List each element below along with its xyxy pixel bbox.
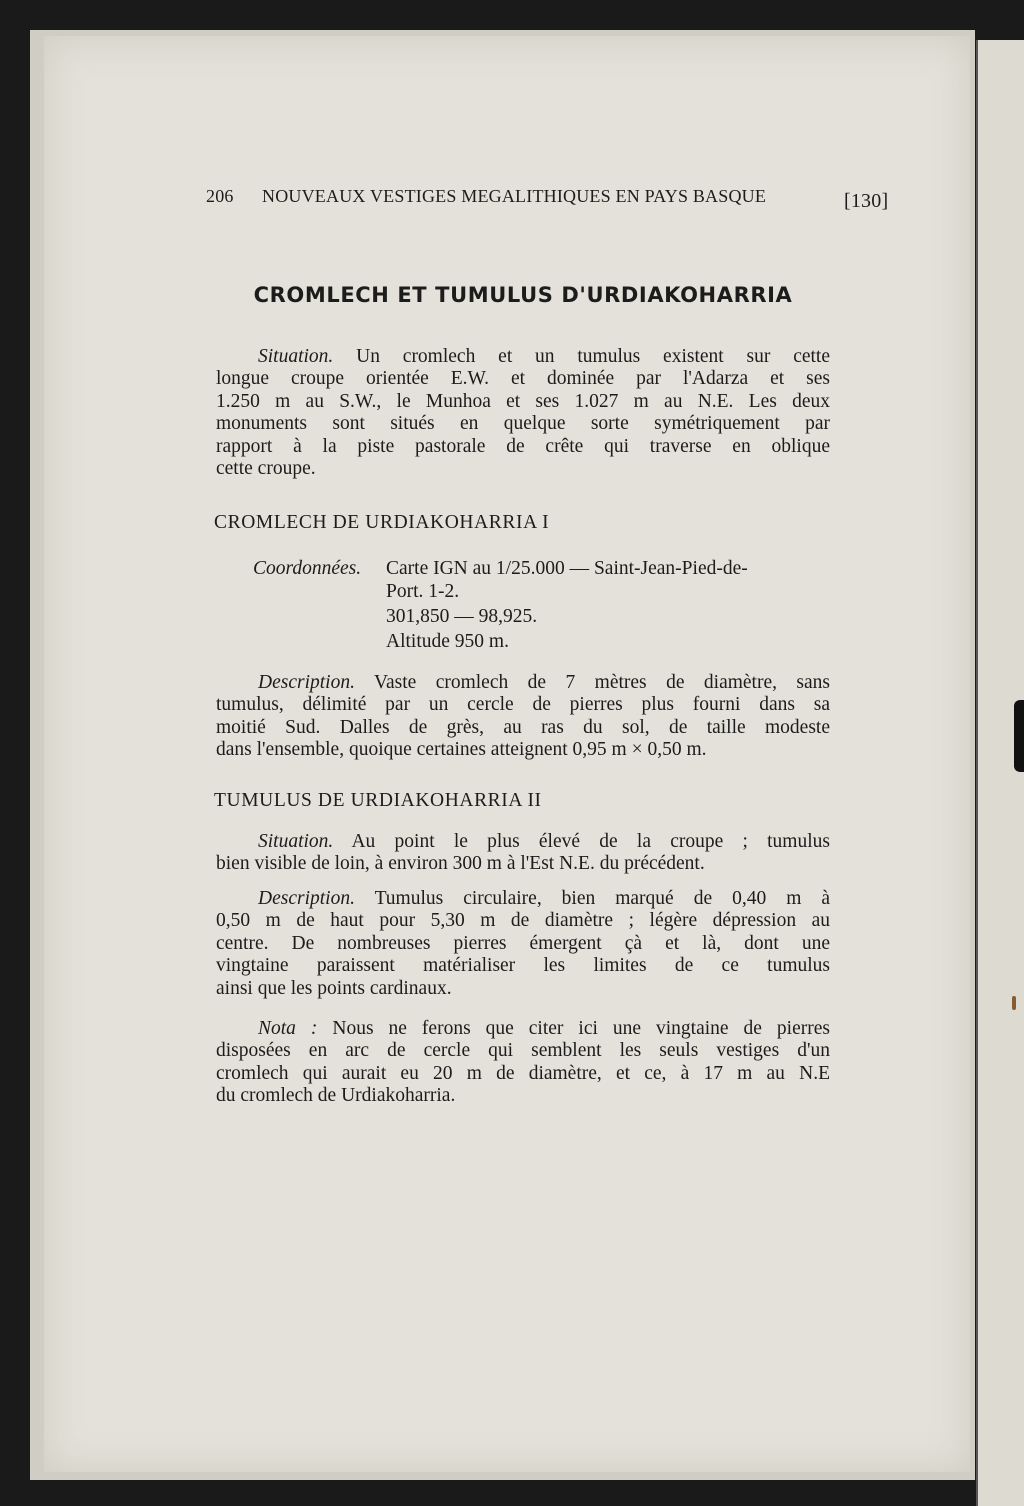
original-page-ref: [130] (844, 190, 889, 212)
text-line (216, 831, 830, 853)
text-line (216, 1018, 830, 1040)
section-heading-tumulus: TUMULUS DE URDIAKOHARRIA II (214, 790, 542, 811)
paragraph-lead: Description. (258, 888, 355, 909)
text-line: rapport à la piste pastorale de crête qui traverse en oblique (216, 435, 830, 457)
text-line: disposées en arc de cercle qui semblent les seuls vestiges d'un (216, 1040, 830, 1062)
paragraph-lead: Situation. (258, 346, 334, 367)
page-stain (1012, 996, 1016, 1010)
running-title: NOUVEAUX VESTIGES MEGALITHIQUES EN PAYS BASQUE (262, 186, 767, 206)
text-line: vingtaine paraissent matérialiser les limites de ce tumulus (216, 955, 830, 977)
line-text: Tumulus circulaire, bien marqué de 0,40 m à (354, 888, 830, 909)
text-line: dans l'ensemble, quoique certaines atteignent 0,95 m × 0,50 m. (216, 739, 707, 761)
text-line: du cromlech de Urdiakoharria. (216, 1085, 456, 1107)
text-line: moitié Sud. Dalles de grès, au ras du sol, de taille modeste (216, 716, 830, 738)
text-line: cromlech qui aurait eu 20 m de diamètre, et ce, à 17 m au N.E (216, 1062, 830, 1084)
text-line: 0,50 m de haut pour 5,30 m de diamètre ; légère dépression au (216, 910, 830, 932)
intro-paragraph (216, 346, 830, 480)
coordinates-line: Carte IGN au 1/25.000 — Saint-Jean-Pied-de- (386, 558, 748, 579)
tumulus-description (216, 888, 830, 1000)
coordinates-label: Coordonnées. (253, 558, 362, 579)
text-line: ainsi que les points cardinaux. (216, 977, 452, 999)
page-number: 206 (206, 186, 234, 206)
tumulus-nota (216, 1018, 830, 1108)
coordinates-line: 301,850 — 98,925. (386, 606, 538, 627)
coordinates-line: Altitude 950 m. (386, 631, 509, 652)
text-line (216, 672, 830, 694)
cromlech-description (216, 672, 830, 762)
paragraph-lead: Nota : (258, 1018, 318, 1039)
coordinates-line: Port. 1-2. (386, 581, 460, 602)
text-line: bien visible de loin, à environ 300 m à l'Est N.E. du précédent. (216, 853, 705, 875)
tumulus-situation (216, 831, 830, 876)
text-line: 1.250 m au S.W., le Munhoa et ses 1.027 m au N.E. Les deux (216, 390, 830, 412)
text-line: tumulus, délimité par un cercle de pierres plus fourni dans sa (216, 694, 830, 716)
paragraph-lead: Description. (258, 672, 355, 693)
text-line: longue croupe orientée E.W. et dominée par l'Adarza et ses (216, 368, 830, 390)
article-title: CROMLECH ET TUMULUS D'URDIAKOHARRIA (253, 283, 793, 307)
line-text: Au point le plus élevé de la croupe ; tumulus (333, 831, 830, 852)
paragraph-lead: Situation. (258, 831, 334, 852)
line-text: Nous ne ferons que citer ici une vingtaine de pierres (317, 1018, 830, 1039)
page-clip-mark (1014, 700, 1024, 772)
facing-page-edge (976, 40, 1024, 1506)
text-line: centre. De nombreuses pierres émergent çà et là, dont une (216, 932, 830, 954)
text-line (216, 888, 830, 910)
line-text: Un cromlech et un tumulus existent sur cette (333, 346, 830, 367)
section-heading-cromlech: CROMLECH DE URDIAKOHARRIA I (214, 512, 550, 533)
text-line (216, 346, 830, 368)
line-text: Vaste cromlech de 7 mètres de diamètre, sans (354, 672, 830, 693)
text-line: monuments sont situés en quelque sorte symétriquement par (216, 413, 830, 435)
text-line: cette croupe. (216, 457, 316, 479)
